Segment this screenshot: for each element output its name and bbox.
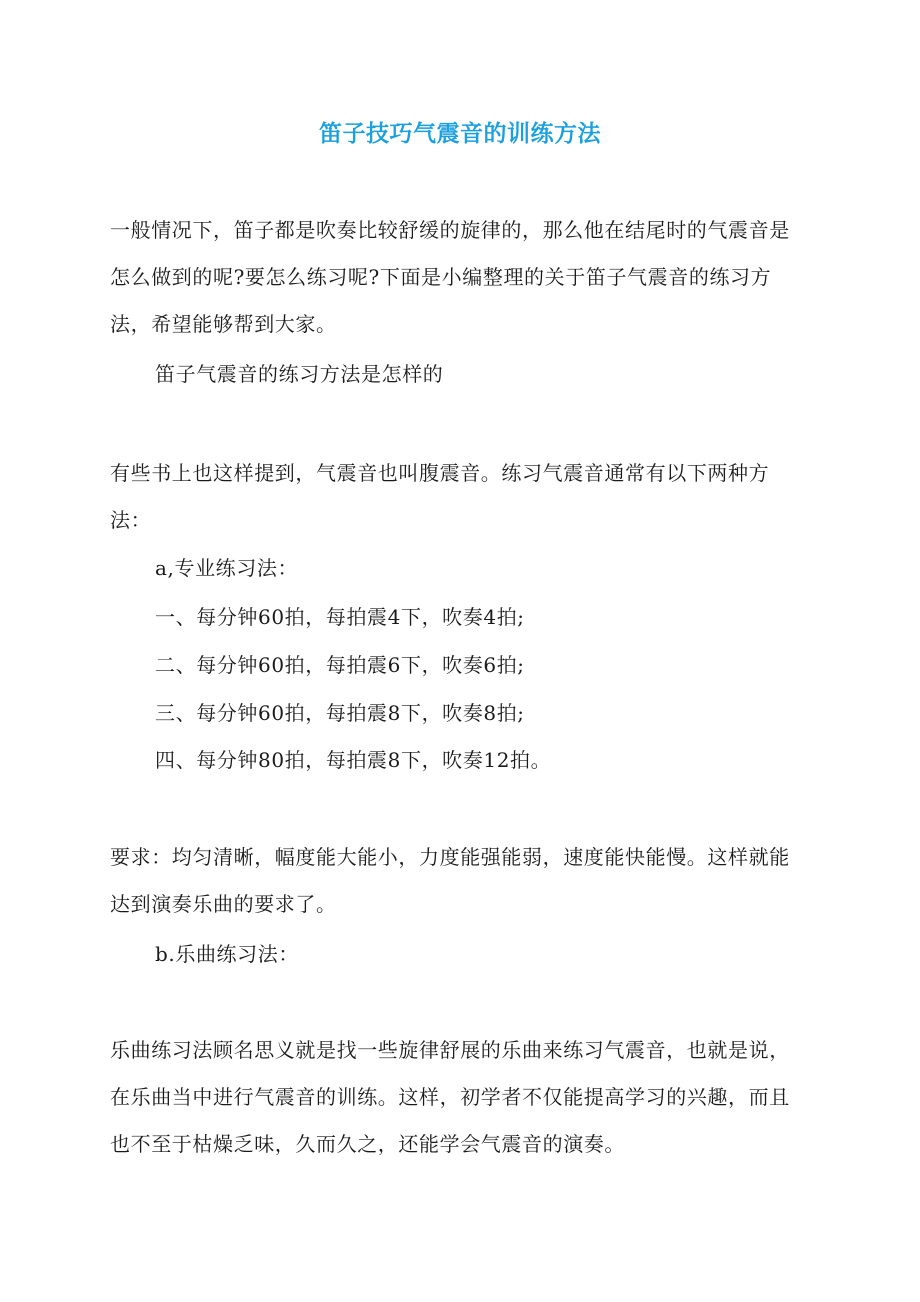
section-heading: 笛子气震音的练习方法是怎样的 (155, 362, 444, 386)
intro-paragraph: 一般情况下，笛子都是吹奏比较舒缓的旋律的，那么他在结尾时的气震音是怎么做到的呢?要怎么练习呢?下面是小编整理的关于笛子气震音的练习方法，希望能够帮到大家。 (110, 218, 790, 336)
method-a-step: 二、每分钟60拍，每拍震6下，吹奏6拍; (155, 653, 525, 677)
method-b-label: b.乐曲练习法： (155, 942, 299, 966)
methods-intro-paragraph: 有些书上也这样提到，气震音也叫腹震音。练习气震音通常有以下两种方法： (110, 461, 770, 532)
method-a-label: a,专业练习法： (155, 556, 299, 580)
document-title: 笛子技巧气震音的训练方法 (319, 120, 601, 147)
method-a-step: 四、每分钟80拍，每拍震8下，吹奏12拍。 (155, 748, 552, 772)
method-a-step: 一、每分钟60拍，每拍震4下，吹奏4拍; (155, 605, 525, 629)
method-a-step: 三、每分钟60拍，每拍震8下，吹奏8拍; (155, 701, 525, 725)
method-b-paragraph: 乐曲练习法顾名思义就是找一些旋律舒展的乐曲来练习气震音，也就是说，在乐曲当中进行气震音的训练。这样，初学者不仅能提高学习的兴趣，而且也不至于枯燥乏味，久而久之，还能学会气震音的演奏。 (110, 1038, 790, 1156)
requirements-paragraph: 要求：均匀清晰，幅度能大能小，力度能强能弱，速度能快能慢。这样就能达到演奏乐曲的要求了。 (110, 845, 790, 916)
